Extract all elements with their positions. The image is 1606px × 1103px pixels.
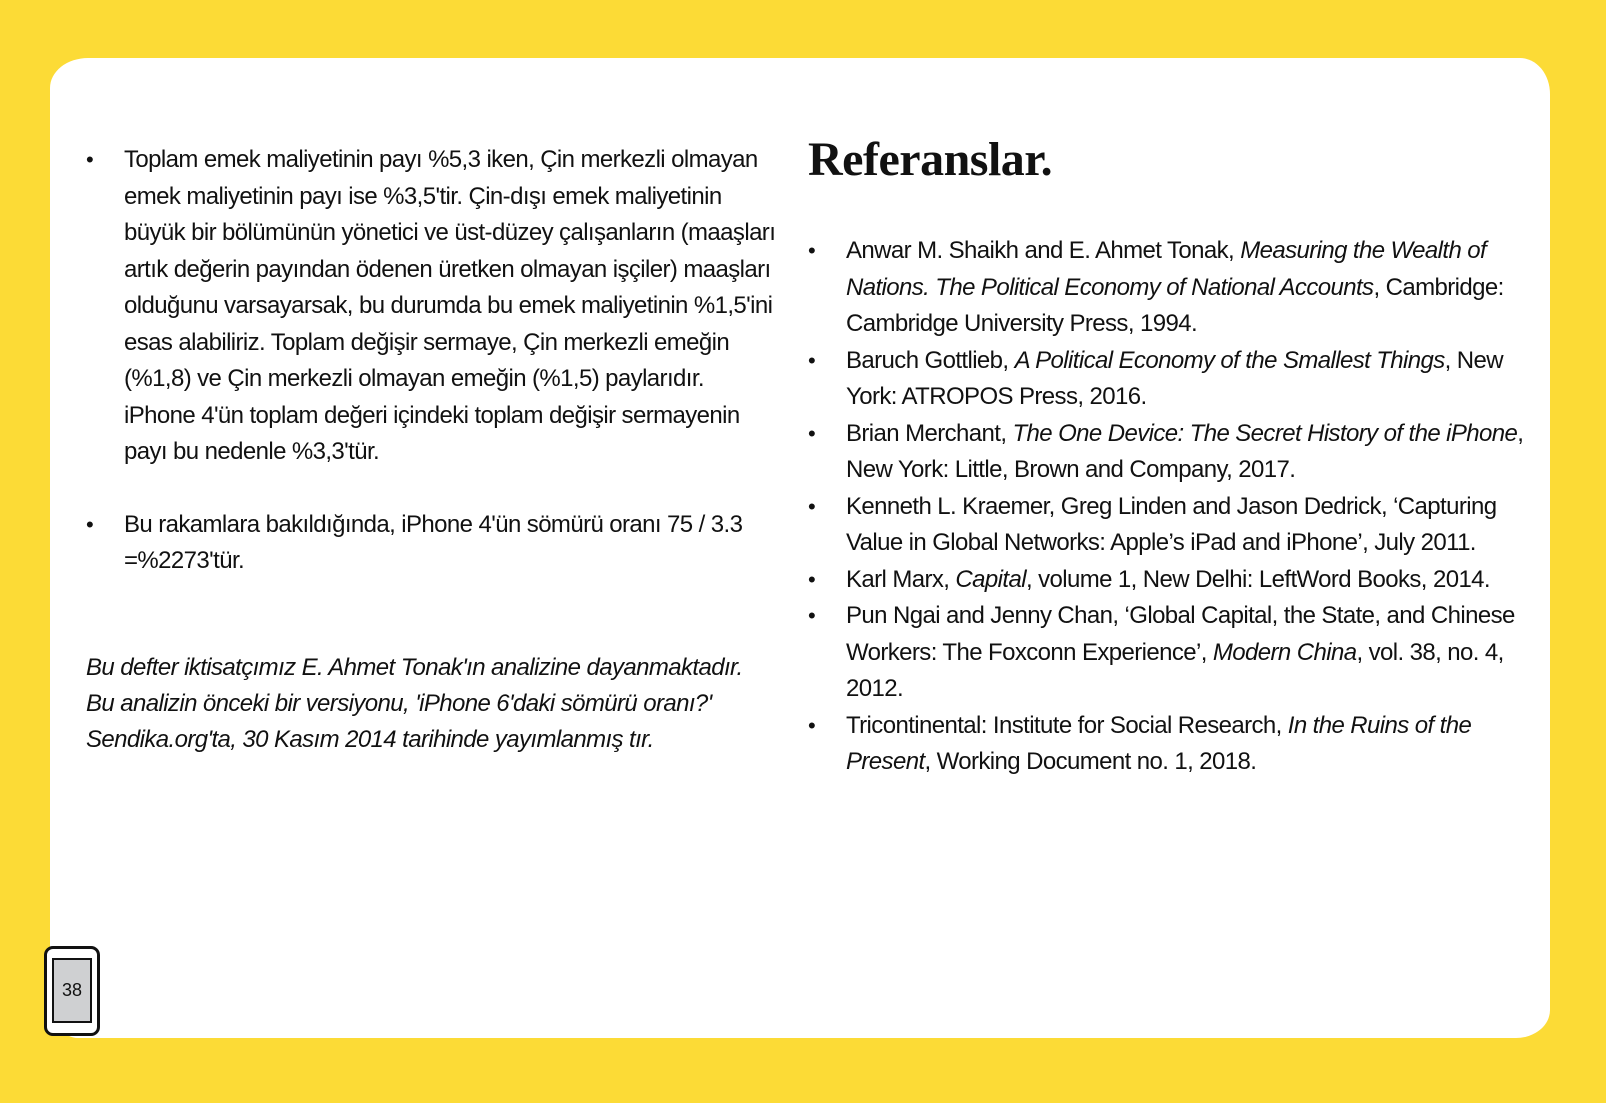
reference-item: • Anwar M. Shaikh and E. Ahmet Tonak, Measuring the Wealth of Nations. The Political Economy of National Accounts, Cambridge: Cambridge University Press, 1994.: [808, 233, 1548, 343]
page-number: 38: [52, 958, 92, 1023]
analysis-list: [86, 142, 776, 580]
reference-item: • Brian Merchant, The One Device: The Secret History of the iPhone, New York: Little, Brown and Company, 2017.: [808, 416, 1548, 489]
analysis-bullet-2: • Bu rakamlara bakıldığında, iPhone 4'ün sömürü oranı 75 / 3.3 =%2273'tür.: [86, 507, 776, 580]
reference-item: • Kenneth L. Kraemer, Greg Linden and Jason Dedrick, ‘Capturing Value in Global Networks: Apple’s iPad and iPhone’, July 2011.: [808, 489, 1548, 562]
references-title: Referanslar.: [808, 133, 1053, 186]
analysis-bullet-1: • Toplam emek maliyetinin payı %5,3 iken, Çin merkezli olmayan emek maliyetinin payı ise %3,5'tir. Çin-dışı emek maliyetinin büyük bir bölümünün yönetici ve üst-düzey çalışanların (maaşları artık değerin payından ödenen üretken olmayan işçiler) maaşları olduğunu varsayarsak, bu durumda bu emek maliyetinin %1,5'ini esas alabiliriz. Toplam değişir sermaye, Çin merkezli emeğin (%1,8) ve Çin merkezli olmayan emeğin (%1,5) paylarıdır. iPhone 4'ün toplam değeri içindeki toplam değişir sermayenin payı bu nedenle %3,3'tür.: [86, 142, 776, 471]
reference-item: • Pun Ngai and Jenny Chan, ‘Global Capital, the State, and Chinese Workers: The Foxconn Experience’, Modern China, vol. 38, no. 4, 2012.: [808, 598, 1548, 708]
reference-item: • Karl Marx, Capital, volume 1, New Delhi: LeftWord Books, 2014.: [808, 562, 1548, 599]
reference-item: • Baruch Gottlieb, A Political Economy of the Smallest Things, New York: ATROPOS Press, 2016.: [808, 343, 1548, 416]
phone-page-icon: [44, 946, 100, 1036]
source-note: Bu defter iktisatçımız E. Ahmet Tonak'ın analizine dayanmaktadır. Bu analizin önceki bir versiyonu, 'iPhone 6'daki sömürü oranı?' Sendika.org'ta, 30 Kasım 2014 tarihinde yayımlanmış tır.: [86, 653, 743, 753]
right-column: [808, 132, 1548, 781]
left-column: [86, 142, 776, 758]
references-list: [808, 233, 1548, 781]
reference-item: • Tricontinental: Institute for Social Research, In the Ruins of the Present, Working Document no. 1, 2018.: [808, 708, 1548, 781]
